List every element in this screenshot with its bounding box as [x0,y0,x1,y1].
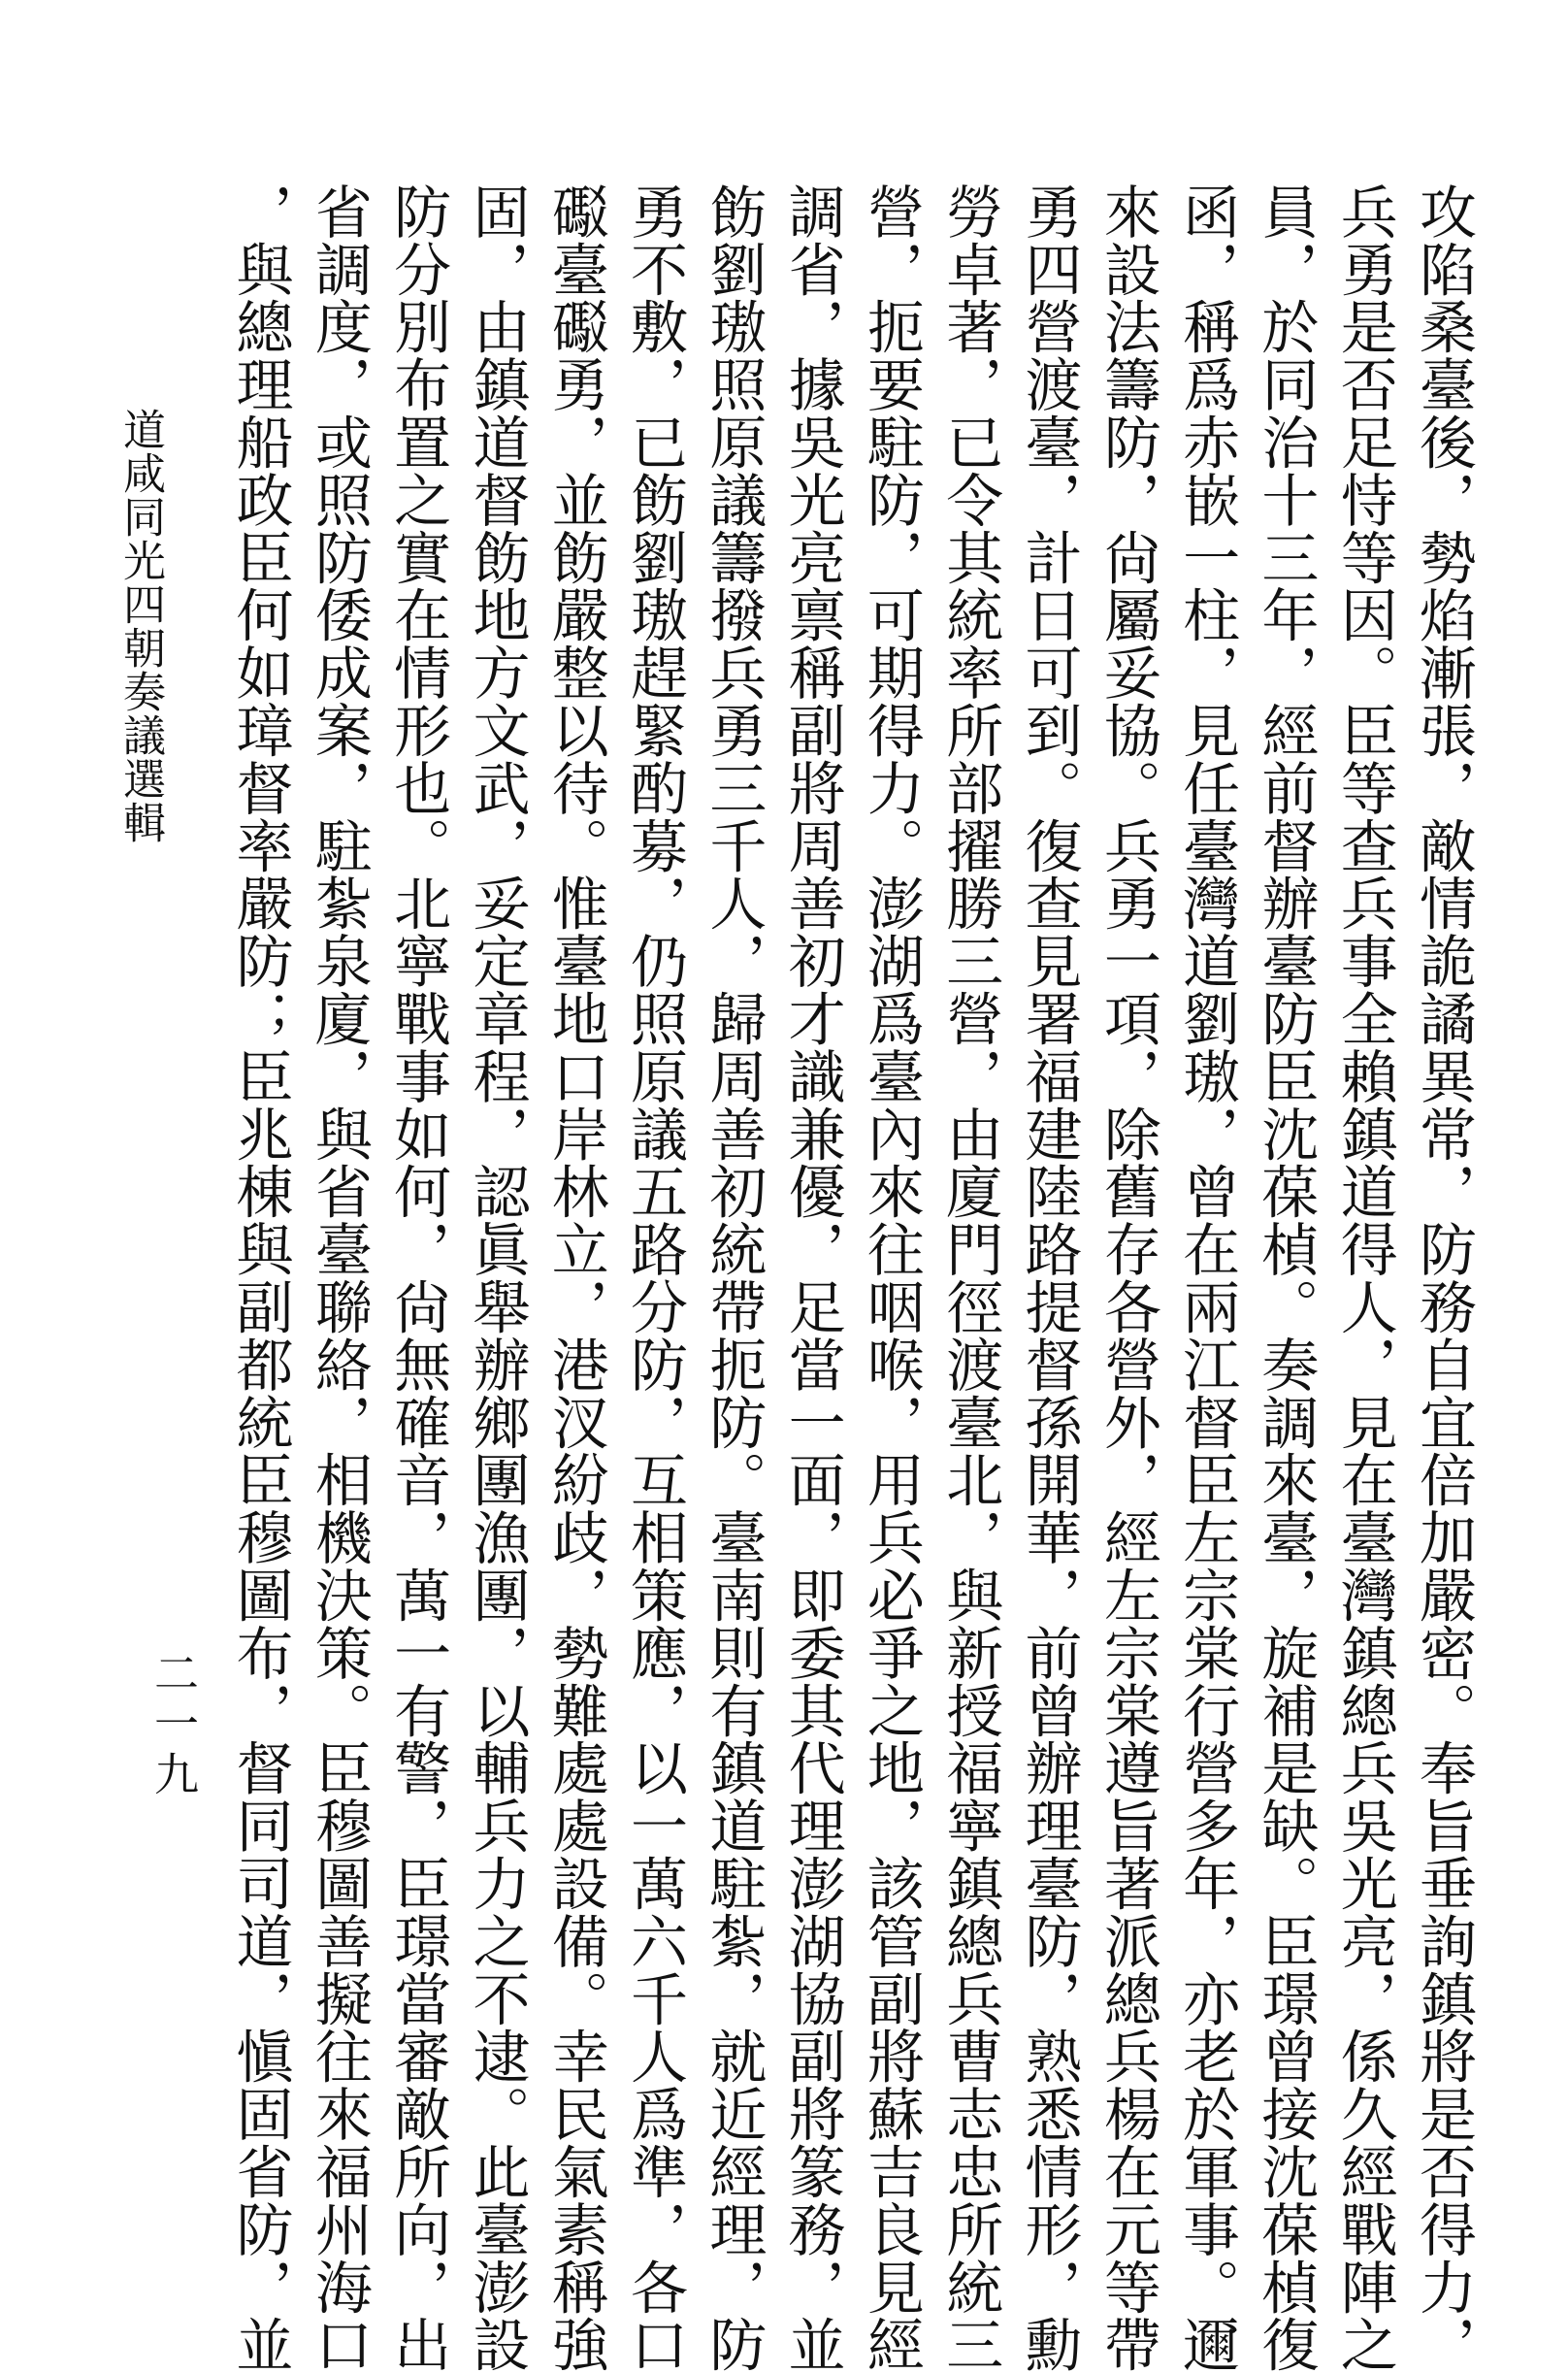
text-column: 勇四營渡臺，計日可到。復查見署福建陸路提督孫開華，前曾辦理臺防，熟悉情形，勳 [1015,182,1083,2373]
text-column: 省調度，或照防倭成案，駐紮泉廈，與省臺聯絡，相機決策。臣穆圖善擬往來福州海口 [305,182,373,2373]
text-column: 勞卓著，已令其統率所部擢勝三營，由廈門徑渡臺北，與新授福寧鎮總兵曹志忠所統三 [936,182,1004,2373]
page-number: 二一九 [147,1650,200,1801]
text-column: 調省，據吳光亮禀稱副將周善初才識兼優，足當一面，即委其代理澎湖協副將篆務，並 [778,182,846,2373]
text-column: 攻陷桑臺後，勢焰漸張，敵情詭譎異常，防務自宜倍加嚴密。奉旨垂詢鎮將是否得力， [1410,182,1477,2373]
text-column: 兵勇是否足恃等因。臣等查兵事全賴鎮道得人，見在臺灣鎮總兵吳光亮，係久經戰陣之 [1330,182,1398,2373]
text-column: 飭劉璈照原議籌撥兵勇三千人，歸周善初統帶扼防。臺南則有鎮道駐紮，就近經理，防 [700,182,768,2373]
text-column: 礟臺礟勇，並飭嚴整以待。惟臺地口岸林立，港汊紛歧，勢難處處設備。幸民氣素稱強 [541,182,609,2373]
text-column: 固，由鎮道督飭地方文武，妥定章程，認眞舉辦鄉團漁團，以輔兵力之不逮。此臺澎設 [463,182,531,2373]
running-header-book-title: 道咸同光四朝奏議選輯 [115,408,165,844]
text-column: 防分別布置之實在情形也。北寧戰事如何，尙無確音，萬一有警，臣璟當審敵所向，出 [384,182,452,2373]
text-column: 員，於同治十三年，經前督辦臺防臣沈葆楨。奏調來臺，旋補是缺。臣璟曾接沈葆楨復 [1252,182,1320,2373]
text-column: ，與總理船政臣何如璋督率嚴防；臣兆棟與副都統臣穆圖布，督同司道，愼固省防，並 [226,182,294,2373]
text-column: 來設法籌防，尙屬妥協。兵勇一項，除舊存各營外，經左宗棠遵旨著派總兵楊在元等帶 [1094,182,1161,2373]
memorial-body-text [221,182,1483,2373]
text-column: 勇不敷，已飭劉璈趕緊酌募，仍照原議五路分防，互相策應，以一萬六千人爲準，各口 [621,182,689,2373]
text-column: 函，稱爲赤嵌一柱，見任臺灣道劉璈，曾在兩江督臣左宗棠行營多年，亦老於軍事。邇 [1173,182,1241,2373]
text-column: 營，扼要駐防，可期得力。澎湖爲臺內來往咽喉，用兵必爭之地，該管副將蘇吉良見經 [857,182,925,2373]
